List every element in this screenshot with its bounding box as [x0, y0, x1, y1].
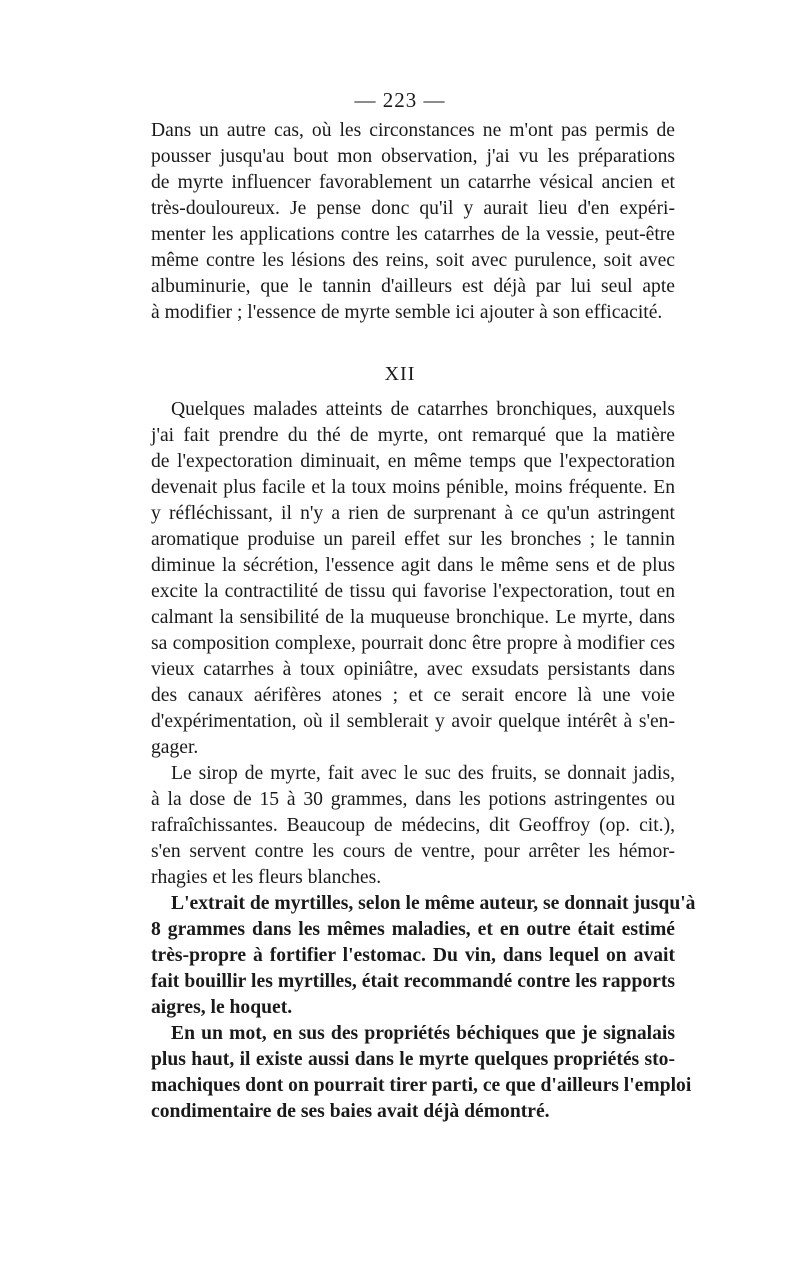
text-line: très-douloureux. Je pense donc qu'il y aurait lieu d'en expéri- — [151, 198, 675, 219]
text-line: Dans un autre cas, où les circonstances ne m'ont pas permis de — [151, 120, 675, 141]
text-line: Le sirop de myrte, fait avec le suc des fruits, se donnait jadis, — [171, 763, 675, 784]
text-line: menter les applications contre les catarrhes de la vessie, peut-être — [151, 224, 675, 245]
text-line: En un mot, en sus des propriétés béchiques que je signalais — [171, 1023, 675, 1044]
text-line: gager. — [151, 737, 199, 758]
text-line: s'en servent contre les cours de ventre, pour arrêter les hémor- — [151, 841, 675, 862]
text-line: vieux catarrhes à toux opiniâtre, avec exsudats persistants dans — [151, 659, 675, 680]
text-line: machiques dont on pourrait tirer parti, ce que d'ailleurs l'emploi — [151, 1075, 692, 1096]
text-line: y réfléchissant, il n'y a rien de surprenant à ce qu'un astringent — [151, 503, 675, 524]
text-line: diminue la sécrétion, l'essence agit dans le même sens et de plus — [151, 555, 675, 576]
text-line: albuminurie, que le tannin d'ailleurs est déjà par lui seul apte — [151, 276, 675, 297]
paragraph-myrtilles — [131, 891, 696, 1021]
text-line: calmant la sensibilité de la muqueuse bronchique. Le myrte, dans — [151, 607, 675, 628]
text-line: de l'expectoration diminuait, en même temps que l'expectoration — [151, 451, 675, 472]
text-line: rafraîchissantes. Beaucoup de médecins, dit Geoffroy (op. cit.), — [151, 815, 675, 836]
text-line: excite la contractilité de tissu qui favorise l'expectoration, tout en — [151, 581, 675, 602]
text-line: aromatique produise un pareil effet sur les bronches ; le tannin — [151, 529, 675, 550]
paragraph-bronchiques — [131, 397, 675, 761]
section-xii-body — [131, 397, 696, 1125]
page-number: — 223 — — [354, 88, 446, 112]
paragraph-conclusion — [131, 1021, 692, 1125]
text-line: fait bouillir les myrtilles, était recommandé contre les rapports — [151, 971, 675, 992]
section-heading: XII — [384, 363, 416, 385]
text-line: de myrte influencer favorablement un catarrhe vésical ancien et — [151, 172, 675, 193]
text-line: L'extrait de myrtilles, selon le même auteur, se donnait jusqu'à — [171, 893, 696, 914]
text-line: Quelques malades atteints de catarrhes bronchiques, auxquels — [171, 399, 675, 420]
text-line: à modifier ; l'essence de myrte semble ici ajouter à son efficacité. — [151, 302, 663, 323]
text-line: 8 grammes dans les mêmes maladies, et en outre était estimé — [151, 919, 675, 940]
text-line: d'expérimentation, où il semblerait y avoir quelque intérêt à s'en- — [151, 711, 675, 732]
text-line: devenait plus facile et la toux moins pénible, moins fréquente. En — [151, 477, 675, 498]
text-line: sa composition complexe, pourrait donc être propre à modifier ces — [151, 633, 675, 654]
text-line: rhagies et les fleurs blanches. — [151, 867, 382, 888]
paragraph-catarrhe-vesical — [131, 118, 675, 326]
text-line: aigres, le hoquet. — [151, 997, 293, 1018]
text-line: même contre les lésions des reins, soit avec purulence, soit avec — [151, 250, 675, 271]
text-line: pousser jusqu'au bout mon observation, j'ai vu les préparations — [151, 146, 675, 167]
text-line: des canaux aérifères atones ; et ce serait encore là une voie — [151, 685, 675, 706]
text-line: à la dose de 15 à 30 grammes, dans les potions astringentes ou — [151, 789, 675, 810]
text-line: condimentaire de ses baies avait déjà démontré. — [151, 1101, 550, 1122]
text-line: plus haut, il existe aussi dans le myrte quelques propriétés sto- — [151, 1049, 675, 1070]
paragraph-sirop — [131, 761, 675, 891]
text-line: j'ai fait prendre du thé de myrte, ont remarqué que la matière — [151, 425, 675, 446]
text-line: très-propre à fortifier l'estomac. Du vin, dans lequel on avait — [151, 945, 675, 966]
